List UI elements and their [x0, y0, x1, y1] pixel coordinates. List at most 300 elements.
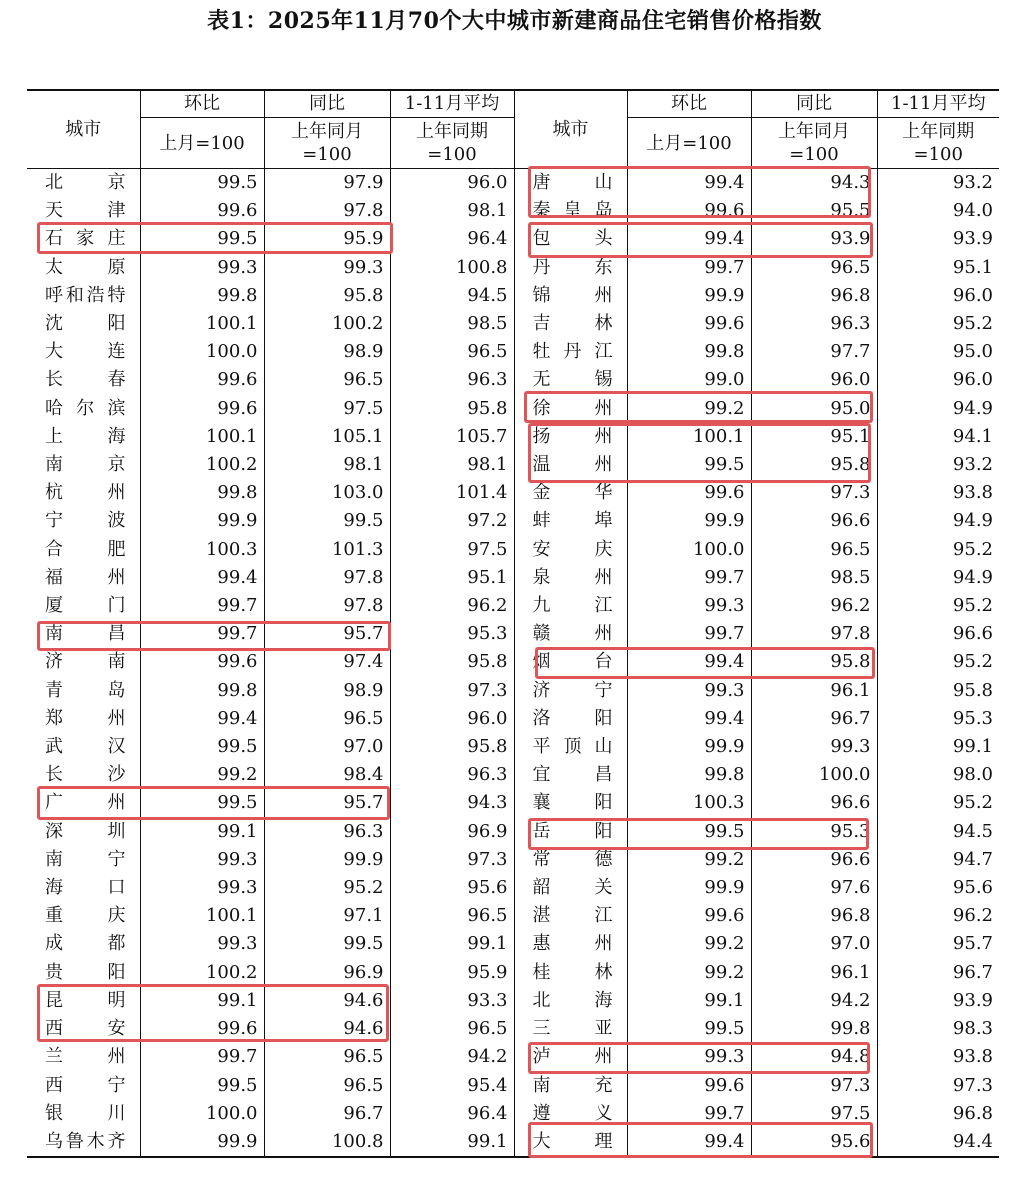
yoy-cell: 94.6 [264, 1015, 390, 1043]
city-cell: 桂林 [514, 959, 627, 987]
table-row [27, 395, 999, 423]
mom-cell: 99.7 [140, 592, 264, 620]
mom-cell: 100.0 [627, 536, 751, 564]
mom-cell: 99.2 [627, 930, 751, 958]
city-cell: 襄阳 [514, 789, 627, 817]
city-cell: 西宁 [45, 1074, 126, 1096]
table-row [27, 818, 999, 846]
avg-cell: 96.5 [390, 1015, 514, 1043]
city-cell: 哈尔滨 [45, 397, 126, 419]
mom-cell: 99.5 [140, 789, 264, 817]
table-row [27, 761, 999, 789]
mom-cell: 99.3 [140, 930, 264, 958]
avg-cell: 93.9 [877, 225, 999, 253]
yoy-cell: 100.2 [264, 310, 390, 338]
avg-cell: 98.5 [390, 310, 514, 338]
city-cell: 惠州 [514, 930, 627, 958]
avg-header: 1-11月平均 [390, 90, 514, 118]
avg-cell: 96.5 [390, 902, 514, 930]
mom-cell: 100.2 [140, 451, 264, 479]
city-cell: 平顶山 [514, 733, 627, 761]
city-cell: 赣州 [514, 620, 627, 648]
table-row [27, 169, 999, 198]
city-cell: 泸州 [514, 1043, 627, 1071]
city-cell: 秦皇岛 [514, 197, 627, 225]
city-cell: 银川 [45, 1102, 126, 1124]
yoy-cell: 95.1 [751, 423, 877, 451]
yoy-cell: 94.3 [751, 169, 877, 198]
mom-cell: 99.3 [140, 254, 264, 282]
yoy-cell: 96.1 [751, 959, 877, 987]
yoy-cell: 96.7 [264, 1100, 390, 1128]
table-row [27, 338, 999, 366]
mom-cell: 99.9 [140, 1128, 264, 1157]
yoy-cell: 95.3 [751, 818, 877, 846]
yoy-cell: 96.5 [751, 254, 877, 282]
city-cell: 济宁 [514, 677, 627, 705]
city-cell: 无锡 [514, 366, 627, 394]
avg-cell: 98.1 [390, 451, 514, 479]
city-header: 城市 [514, 90, 627, 169]
avg-cell: 96.2 [877, 902, 999, 930]
yoy-cell: 97.8 [264, 592, 390, 620]
table-row [27, 930, 999, 958]
city-cell: 蚌埠 [514, 507, 627, 535]
yoy-cell: 97.0 [264, 733, 390, 761]
table-row [27, 282, 999, 310]
city-cell: 牡丹江 [514, 338, 627, 366]
yoy-cell: 95.9 [264, 225, 390, 253]
yoy-cell: 97.5 [751, 1100, 877, 1128]
city-cell: 郑州 [45, 707, 126, 729]
yoy-cell: 95.8 [751, 451, 877, 479]
mom-cell: 99.4 [140, 705, 264, 733]
city-cell: 洛阳 [514, 705, 627, 733]
yoy-cell: 99.3 [751, 733, 877, 761]
avg-cell: 97.2 [390, 507, 514, 535]
avg-cell: 93.8 [877, 479, 999, 507]
yoy-cell: 99.3 [264, 254, 390, 282]
city-cell: 深圳 [45, 820, 126, 842]
avg-cell: 95.2 [877, 648, 999, 676]
mom-cell: 99.4 [140, 564, 264, 592]
city-cell: 乌鲁木齐 [27, 1128, 140, 1157]
mom-cell: 100.1 [140, 423, 264, 451]
city-cell: 长沙 [45, 764, 126, 786]
avg-cell: 94.0 [877, 197, 999, 225]
avg-cell: 94.4 [877, 1128, 999, 1157]
yoy-cell: 95.5 [751, 197, 877, 225]
table-body [27, 169, 999, 1158]
mom-cell: 99.6 [140, 197, 264, 225]
mom-header: 环比 [140, 90, 264, 118]
mom-cell: 99.6 [140, 395, 264, 423]
avg-cell: 95.3 [390, 620, 514, 648]
avg-cell: 95.8 [390, 395, 514, 423]
yoy-cell: 97.6 [751, 874, 877, 902]
avg-cell: 95.8 [390, 733, 514, 761]
mom-cell: 100.1 [627, 423, 751, 451]
mom-cell: 99.5 [140, 169, 264, 198]
city-header: 城市 [27, 90, 140, 169]
mom-base-header: 上月=100 [627, 118, 751, 169]
yoy-cell: 96.7 [751, 705, 877, 733]
city-cell: 兰州 [45, 1046, 126, 1068]
yoy-header: 同比 [264, 90, 390, 118]
mom-cell: 99.6 [627, 1072, 751, 1100]
city-cell: 海口 [45, 877, 126, 899]
yoy-cell: 95.6 [751, 1128, 877, 1157]
avg-cell: 95.1 [390, 564, 514, 592]
table-row [27, 366, 999, 394]
city-cell: 大理 [514, 1128, 627, 1157]
avg-cell: 97.3 [877, 1072, 999, 1100]
city-cell: 青岛 [45, 679, 126, 701]
avg-header: 1-11月平均 [877, 90, 999, 118]
avg-cell: 96.9 [390, 818, 514, 846]
mom-cell: 99.1 [140, 987, 264, 1015]
mom-cell: 99.7 [140, 620, 264, 648]
yoy-cell: 100.0 [751, 761, 877, 789]
yoy-cell: 96.6 [751, 789, 877, 817]
avg-cell: 97.5 [390, 536, 514, 564]
mom-cell: 100.2 [140, 959, 264, 987]
header-row-sub [27, 118, 999, 169]
mom-cell: 99.5 [627, 1015, 751, 1043]
mom-cell: 99.4 [627, 225, 751, 253]
yoy-cell: 94.6 [264, 987, 390, 1015]
mom-cell: 100.1 [140, 902, 264, 930]
table-row [27, 705, 999, 733]
yoy-cell: 105.1 [264, 423, 390, 451]
avg-cell: 95.0 [877, 338, 999, 366]
avg-base-header: 上年同期 =100 [390, 118, 514, 169]
yoy-cell: 99.5 [264, 930, 390, 958]
avg-cell: 94.7 [877, 846, 999, 874]
city-cell: 西安 [45, 1018, 126, 1040]
table-row [27, 987, 999, 1015]
table-row [27, 507, 999, 535]
table-row [27, 620, 999, 648]
yoy-cell: 96.0 [751, 366, 877, 394]
city-cell: 遵义 [514, 1100, 627, 1128]
table-row [27, 733, 999, 761]
city-cell: 徐州 [514, 395, 627, 423]
mom-cell: 100.3 [627, 789, 751, 817]
yoy-cell: 96.9 [264, 959, 390, 987]
table-row [27, 1072, 999, 1100]
yoy-cell: 97.0 [751, 930, 877, 958]
city-cell: 锦州 [514, 282, 627, 310]
avg-cell: 95.2 [877, 310, 999, 338]
mom-cell: 99.9 [627, 507, 751, 535]
table-row [27, 874, 999, 902]
table-row [27, 1100, 999, 1128]
avg-cell: 94.2 [390, 1043, 514, 1071]
mom-cell: 99.0 [627, 366, 751, 394]
yoy-cell: 95.7 [264, 789, 390, 817]
yoy-cell: 95.8 [751, 648, 877, 676]
avg-cell: 100.8 [390, 254, 514, 282]
mom-cell: 99.3 [627, 1043, 751, 1071]
yoy-cell: 94.8 [751, 1043, 877, 1071]
avg-cell: 96.4 [390, 1100, 514, 1128]
mom-cell: 99.5 [627, 818, 751, 846]
city-cell: 南昌 [45, 623, 126, 645]
city-cell: 宁波 [45, 510, 126, 532]
avg-cell: 96.0 [877, 366, 999, 394]
city-cell: 武汉 [45, 736, 126, 758]
table-row [27, 225, 999, 253]
city-cell: 唐山 [514, 169, 627, 198]
mom-cell: 99.8 [140, 282, 264, 310]
table-row [27, 846, 999, 874]
city-cell: 湛江 [514, 902, 627, 930]
mom-cell: 99.5 [627, 451, 751, 479]
table-row [27, 959, 999, 987]
mom-cell: 99.9 [627, 874, 751, 902]
avg-cell: 98.1 [390, 197, 514, 225]
mom-cell: 99.6 [140, 366, 264, 394]
avg-cell: 94.5 [877, 818, 999, 846]
avg-cell: 99.1 [390, 930, 514, 958]
city-cell: 宜昌 [514, 761, 627, 789]
yoy-cell: 97.7 [751, 338, 877, 366]
avg-cell: 96.0 [877, 282, 999, 310]
yoy-cell: 96.5 [264, 705, 390, 733]
avg-cell: 93.2 [877, 169, 999, 198]
mom-cell: 99.4 [627, 705, 751, 733]
avg-cell: 95.4 [390, 1072, 514, 1100]
avg-cell: 95.9 [390, 959, 514, 987]
city-cell: 贵阳 [45, 961, 126, 983]
table-row [27, 254, 999, 282]
mom-cell: 99.6 [140, 648, 264, 676]
mom-cell: 99.1 [627, 987, 751, 1015]
yoy-cell: 98.5 [751, 564, 877, 592]
mom-cell: 99.6 [627, 197, 751, 225]
city-cell: 南宁 [45, 848, 126, 870]
yoy-cell: 93.9 [751, 225, 877, 253]
avg-cell: 96.0 [390, 705, 514, 733]
mom-cell: 100.0 [140, 338, 264, 366]
city-cell: 天津 [45, 200, 126, 222]
avg-cell: 95.8 [877, 677, 999, 705]
yoy-cell: 96.6 [751, 846, 877, 874]
city-cell: 北京 [45, 172, 126, 193]
yoy-cell: 97.5 [264, 395, 390, 423]
city-cell: 呼和浩特 [45, 284, 126, 306]
city-cell: 济南 [45, 651, 126, 673]
yoy-cell: 97.9 [264, 169, 390, 198]
yoy-cell: 96.8 [751, 902, 877, 930]
table-row [27, 902, 999, 930]
mom-cell: 99.7 [140, 1043, 264, 1071]
city-cell: 昆明 [45, 989, 126, 1011]
mom-cell: 99.7 [627, 620, 751, 648]
yoy-cell: 97.3 [751, 479, 877, 507]
city-cell: 金华 [514, 479, 627, 507]
table-row [27, 423, 999, 451]
avg-cell: 93.3 [390, 987, 514, 1015]
city-cell: 厦门 [45, 595, 126, 617]
avg-cell: 96.5 [390, 338, 514, 366]
yoy-cell: 95.8 [264, 282, 390, 310]
yoy-cell: 97.8 [751, 620, 877, 648]
avg-cell: 95.2 [877, 536, 999, 564]
city-cell: 杭州 [45, 482, 126, 504]
mom-cell: 99.6 [627, 479, 751, 507]
city-cell: 包头 [514, 225, 627, 253]
mom-cell: 99.8 [140, 479, 264, 507]
yoy-cell: 99.9 [264, 846, 390, 874]
table-row [27, 536, 999, 564]
yoy-cell: 96.5 [264, 1072, 390, 1100]
city-cell: 丹东 [514, 254, 627, 282]
yoy-cell: 96.5 [751, 536, 877, 564]
city-cell: 温州 [514, 451, 627, 479]
yoy-cell: 96.3 [751, 310, 877, 338]
mom-cell: 100.3 [140, 536, 264, 564]
city-cell: 岳阳 [514, 818, 627, 846]
city-cell: 北海 [514, 987, 627, 1015]
page-title: 表1：2025年11月70个大中城市新建商品住宅销售价格指数 [207, 8, 822, 34]
mom-cell: 99.1 [140, 818, 264, 846]
table-row [27, 1043, 999, 1071]
avg-cell: 95.1 [877, 254, 999, 282]
table-row [27, 564, 999, 592]
yoy-cell: 96.6 [751, 507, 877, 535]
price-index-table [27, 89, 999, 1158]
mom-cell: 99.7 [627, 254, 751, 282]
avg-cell: 95.6 [877, 874, 999, 902]
city-cell: 南充 [514, 1072, 627, 1100]
yoy-base-header: 上年同月 =100 [751, 118, 877, 169]
table-row [27, 592, 999, 620]
city-cell: 泉州 [514, 564, 627, 592]
avg-cell: 96.4 [390, 225, 514, 253]
city-cell: 成都 [45, 933, 126, 955]
avg-cell: 93.8 [877, 1043, 999, 1071]
mom-cell: 99.2 [627, 395, 751, 423]
avg-cell: 101.4 [390, 479, 514, 507]
mom-cell: 99.2 [627, 959, 751, 987]
avg-cell: 96.2 [390, 592, 514, 620]
yoy-cell: 96.3 [264, 818, 390, 846]
city-cell: 安庆 [514, 536, 627, 564]
city-cell: 九江 [514, 592, 627, 620]
mom-cell: 99.3 [140, 874, 264, 902]
mom-cell: 99.4 [627, 1128, 751, 1157]
avg-cell: 98.0 [877, 761, 999, 789]
yoy-cell: 98.1 [264, 451, 390, 479]
city-cell: 韶关 [514, 874, 627, 902]
yoy-cell: 100.8 [264, 1128, 390, 1157]
yoy-base-header: 上年同月 =100 [264, 118, 390, 169]
yoy-cell: 103.0 [264, 479, 390, 507]
mom-cell: 99.4 [627, 648, 751, 676]
table-row [27, 451, 999, 479]
city-cell: 太原 [45, 256, 126, 278]
mom-cell: 100.0 [140, 1100, 264, 1128]
avg-base-header: 上年同期 =100 [877, 118, 999, 169]
mom-cell: 99.3 [627, 592, 751, 620]
avg-cell: 99.1 [390, 1128, 514, 1157]
mom-cell: 99.5 [140, 1072, 264, 1100]
mom-cell: 99.7 [627, 1100, 751, 1128]
mom-cell: 99.8 [627, 761, 751, 789]
yoy-cell: 95.0 [751, 395, 877, 423]
city-cell: 合肥 [45, 538, 126, 560]
avg-cell: 93.9 [877, 987, 999, 1015]
mom-cell: 99.5 [140, 733, 264, 761]
mom-cell: 99.2 [140, 761, 264, 789]
avg-cell: 105.7 [390, 423, 514, 451]
avg-cell: 94.9 [877, 395, 999, 423]
city-cell: 南京 [45, 454, 126, 476]
avg-cell: 95.6 [390, 874, 514, 902]
mom-cell: 99.7 [627, 564, 751, 592]
avg-cell: 96.7 [877, 959, 999, 987]
city-cell: 广州 [45, 792, 126, 814]
mom-cell: 99.9 [627, 282, 751, 310]
table-row [27, 197, 999, 225]
yoy-cell: 96.5 [264, 1043, 390, 1071]
avg-cell: 94.9 [877, 564, 999, 592]
table-row [27, 648, 999, 676]
mom-cell: 99.2 [627, 846, 751, 874]
table-row [27, 677, 999, 705]
yoy-cell: 97.8 [264, 564, 390, 592]
yoy-cell: 101.3 [264, 536, 390, 564]
yoy-cell: 97.1 [264, 902, 390, 930]
avg-cell: 94.3 [390, 789, 514, 817]
table-row [27, 310, 999, 338]
yoy-cell: 96.2 [751, 592, 877, 620]
city-cell: 上海 [45, 425, 126, 447]
city-cell: 吉林 [514, 310, 627, 338]
avg-cell: 95.7 [877, 930, 999, 958]
yoy-cell: 97.3 [751, 1072, 877, 1100]
header-row-top [27, 90, 999, 118]
table-row [27, 479, 999, 507]
avg-cell: 95.2 [877, 592, 999, 620]
avg-cell: 94.1 [877, 423, 999, 451]
mom-cell: 99.8 [627, 338, 751, 366]
avg-cell: 96.6 [877, 620, 999, 648]
yoy-cell: 98.9 [264, 338, 390, 366]
avg-cell: 97.3 [390, 677, 514, 705]
city-cell: 烟台 [514, 648, 627, 676]
avg-cell: 99.1 [877, 733, 999, 761]
avg-cell: 95.3 [877, 705, 999, 733]
yoy-cell: 94.2 [751, 987, 877, 1015]
mom-cell: 99.4 [627, 169, 751, 198]
mom-cell: 99.9 [140, 507, 264, 535]
avg-cell: 98.3 [877, 1015, 999, 1043]
city-cell: 沈阳 [45, 313, 126, 335]
avg-cell: 96.0 [390, 169, 514, 198]
yoy-cell: 99.5 [264, 507, 390, 535]
avg-cell: 96.8 [877, 1100, 999, 1128]
avg-cell: 94.9 [877, 507, 999, 535]
yoy-cell: 97.4 [264, 648, 390, 676]
yoy-cell: 99.8 [751, 1015, 877, 1043]
mom-cell: 99.6 [627, 902, 751, 930]
yoy-cell: 97.8 [264, 197, 390, 225]
avg-cell: 96.3 [390, 761, 514, 789]
yoy-cell: 96.1 [751, 677, 877, 705]
